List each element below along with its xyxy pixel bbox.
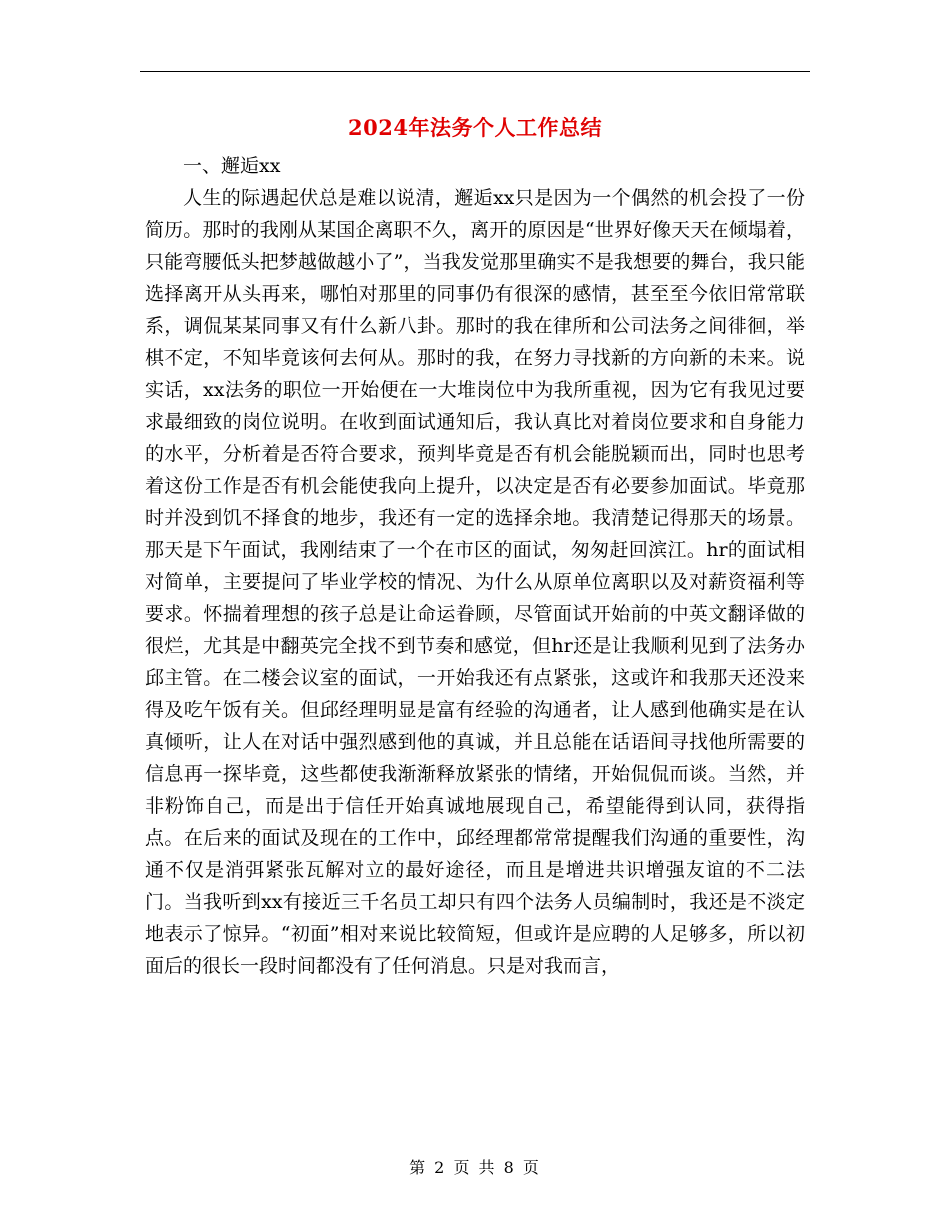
header-rule	[140, 71, 810, 72]
section-heading: 一、邂逅xx	[183, 155, 281, 177]
document-title: 2024年法务个人工作总结	[348, 115, 602, 140]
page-footer: 第 2 页 共 8 页	[409, 1158, 541, 1177]
body-paragraph: 人生的际遇起伏总是难以说清，邂逅xx只是因为一个偶然的机会投了一份简历。那时的我刚从某国企离职不久，离开的原因是“世界好像天天在倾塌着，只能弯腰低头把梦越做越小了”，当我发觉那里确实不是我想要的舞台，我只能选择离开从头再来，哪怕对那里的同事仍有很深的感情，甚至至今依旧常常联系，调侃某某同事又有什么新八卦。那时的我在律所和公司法务之间徘徊，举棋不定，不知毕竟该何去何从。那时的我，在努力寻找新的方向新的未来。说实话，xx法务的职位一开始便在一大堆岗位中为我所重视，因为它有我见过要求最细致的岗位说明。在收到面试通知后，我认真比对着岗位要求和自身能力的水平，分析着是否符合要求，预判毕竟是否有机会能脱颖而出，同时也思考着这份工作是否有机会能使我向上提升，以决定是否有必要参加面试。毕竟那时并没到饥不择食的地步，我还有一定的选择余地。我清楚记得那天的场景。那天是下午面试，我刚结束了一个在市区的面试，匆匆赶回滨江。hr的面试相对简单，主要提问了毕业学校的情况、为什么从原单位离职以及对薪资福利等要求。怀揣着理想的孩子总是让命运眷顾，尽管面试开始前的中英文翻译做的很烂，尤其是中翻英完全找不到节奏和感觉，但hr还是让我顺利见到了法务办邱主管。在二楼会议室的面试，一开始我还有点紧张，这或许和我那天还没来得及吃午饭有关。但邱经理明显是富有经验的沟通者，让人感到他确实是在认真倾听，让人在对话中强烈感到他的真诚，并且总能在话语间寻找他所需要的信息再一探毕竟，这些都使我渐渐释放紧张的情绪，开始侃侃而谈。当然，并非粉饰自己，而是出于信任开始真诚地展现自己，希望能得到认同，获得指点。在后来的面试及现在的工作中，邱经理都常常提醒我们沟通的重要性，沟通不仅是消弭紧张瓦解对立的最好途径，而且是增进共识增强友谊的不二法门。当我听到xx有接近三千名员工却只有四个法务人员编制时，我还是不淡定地表示了惊异。“初面”相对来说比较简短，但或许是应聘的人足够多，所以初面后的很长一段时间都没有了任何消息。只是对我而言，	[145, 187, 805, 977]
document-body	[145, 150, 805, 982]
